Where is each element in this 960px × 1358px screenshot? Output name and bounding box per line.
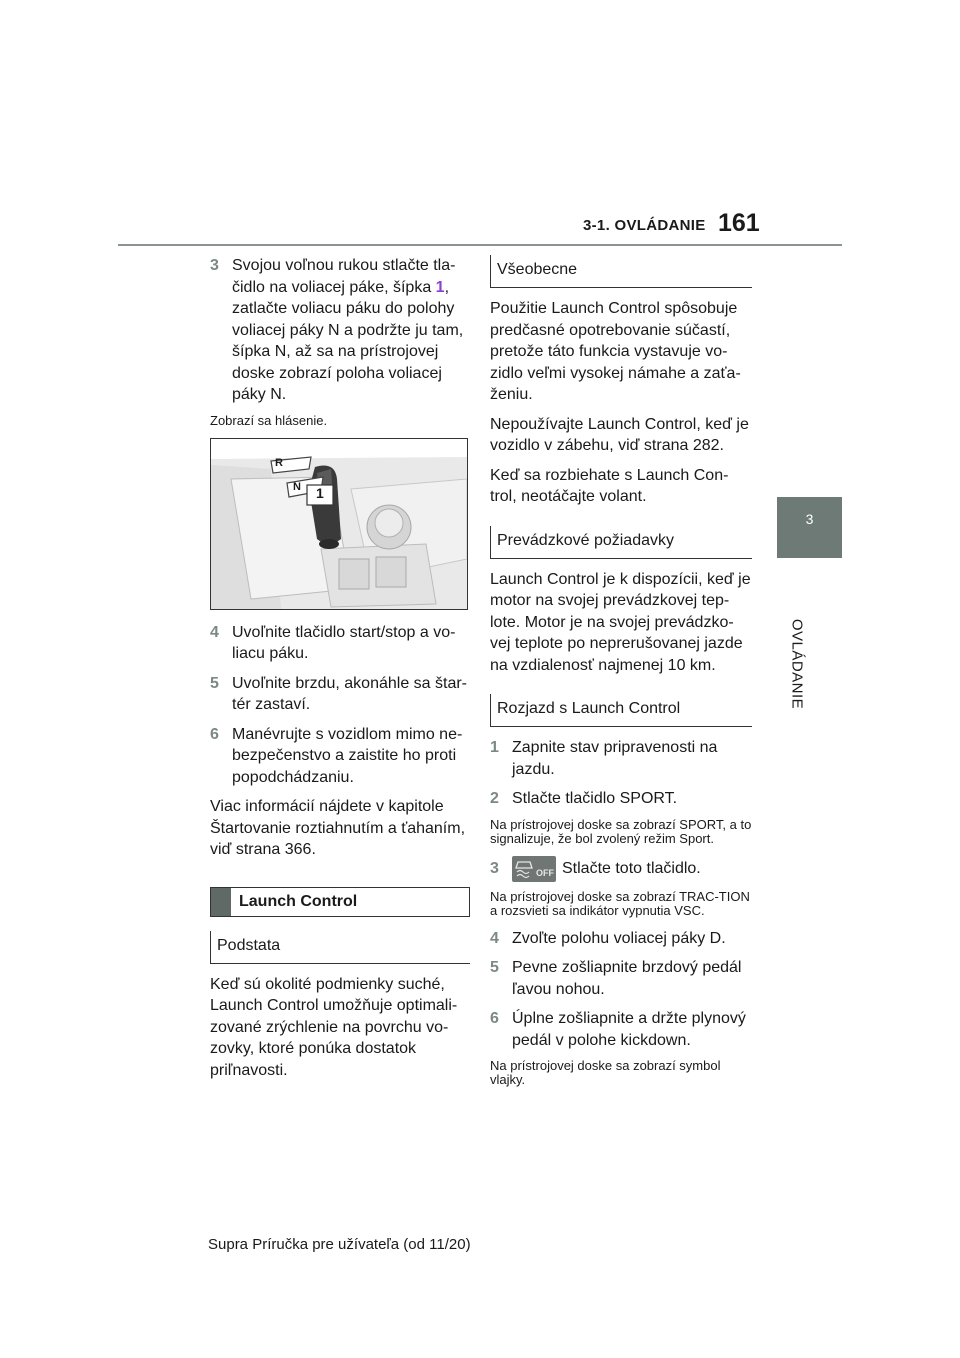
section-title: 3-1. OVLÁDANIE — [583, 217, 706, 234]
launch-step-6 — [490, 1008, 752, 1051]
step-text-b: , zatlačte voliacu páku do polohy voliacej páky N a podržte ju tam, šípka N, až sa na prístrojovej doske zobrazí poloha voliacej páky N. — [232, 278, 464, 403]
step-number: 2 — [490, 790, 499, 807]
page-number: 161 — [718, 209, 760, 237]
step-number: 3 — [490, 859, 499, 877]
step-number: 3 — [210, 257, 219, 274]
launch-step-2 — [490, 788, 752, 810]
launch-step-5 — [490, 957, 752, 1000]
step-number: 6 — [490, 1010, 499, 1027]
heading-bar — [211, 888, 231, 916]
header-rule — [118, 244, 842, 246]
step-number: 1 — [490, 739, 499, 756]
step-text: Uvoľnite brzdu, akonáhle sa štar-tér zastaví. — [232, 674, 468, 713]
step-text: Stlačte toto tlačidlo. — [562, 859, 701, 877]
step-text: Zvoľte polohu voliacej páky D. — [512, 929, 726, 947]
step-3 — [210, 255, 470, 406]
arrow-reference: 1 — [435, 278, 445, 296]
label-r: R — [275, 456, 283, 469]
paragraph-4: Launch Control je k dispozícii, keď je motor na svojej prevádzkovej tep-lote. Motor je na svojej prevádzko-vej teplote po neprerušovanej jazde na vzdialenosť najmenej 10 km. — [490, 570, 751, 674]
column-right — [490, 255, 752, 1097]
chapter-tab: 3 — [777, 497, 842, 558]
launch-control-heading — [210, 887, 470, 917]
paragraph-3: Keď sa rozbiehate s Launch Con-trol, neotáčajte volant. — [490, 466, 729, 505]
step-number: 4 — [490, 929, 499, 947]
heading-label: Launch Control — [239, 892, 358, 910]
step-text: Stlačte tlačidlo SPORT. — [512, 790, 678, 807]
paragraph-2: Nepoužívajte Launch Control, keď je vozidlo v zábehu, viď strana 282. — [490, 415, 749, 454]
subhead-podstata: Podstata — [210, 931, 470, 964]
traction-off-button-icon — [512, 856, 556, 882]
podstata-paragraph: Keď sú okolité podmienky suché, Launch Control umožňuje optimali-zované zrýchlenie na povrchu vo-zovky, ktoré ponúka dostatok priľnavosti. — [210, 975, 458, 1079]
step-number: 5 — [210, 674, 219, 692]
launch-step-4 — [490, 928, 752, 950]
gear-selector-figure — [210, 438, 468, 610]
note-step-2: Na prístrojovej doske sa zobrazí SPORT, a to signalizuje, že bol zvolený režim Sport. — [490, 816, 752, 846]
step-4 — [210, 622, 470, 665]
step-6 — [210, 724, 470, 789]
subhead-vseobecne: Všeobecne — [490, 255, 752, 288]
chapter-side-text: OVLÁDANIE — [788, 618, 806, 710]
step-number: 6 — [210, 725, 219, 743]
label-n: N — [293, 480, 301, 493]
launch-step-3 — [490, 856, 752, 882]
step-text: Manévrujte s vozidlom mimo ne-bezpečenstvo a zaistite ho proti popodchádzaniu. — [232, 725, 463, 786]
off-label: OFF — [536, 867, 554, 878]
callout-1: 1 — [316, 484, 324, 501]
gear-selector-illustration — [211, 439, 467, 609]
step-5 — [210, 673, 470, 716]
step-number: 5 — [490, 959, 499, 976]
chapter-side-label — [767, 604, 827, 724]
column-left — [210, 255, 470, 1089]
step-text-a: Svojou voľnou rukou stlačte tla-čidlo na voliacej páke, šípka — [232, 257, 456, 296]
step-text: Pevne zošliapnite brzdový pedál ľavou nohou. — [512, 959, 742, 998]
step-text: Uvoľnite tlačidlo start/stop a vo-liacu páku. — [232, 623, 456, 662]
step-text — [232, 255, 470, 406]
note-step-6: Na prístrojovej doske sa zobrazí symbol vlajky. — [490, 1058, 721, 1087]
subhead-poziadavky: Prevádzkové požiadavky — [490, 526, 752, 559]
note-step-3: Na prístrojovej doske sa zobrazí TRAC-TION a rozsvieti sa indikátor vypnutia VSC. — [490, 888, 750, 918]
note: Zobrazí sa hlásenie. — [210, 412, 328, 428]
step-number: 4 — [210, 623, 219, 641]
step-text: Zapnite stav pripravenosti na jazdu. — [512, 739, 718, 778]
paragraph-1: Použitie Launch Control spôsobuje predčasné opotrebovanie súčastí, pretože táto funkcia vystavuje vo-zidlo veľmi vysokej námahe a zaťa-ženiu. — [490, 300, 741, 403]
footer-text: Supra Príručka pre užívateľa (od 11/20) — [208, 1236, 471, 1253]
launch-step-1 — [490, 737, 752, 780]
step-text: Úplne zošliapnite a držte plynový pedál v polohe kickdown. — [512, 1010, 746, 1049]
subhead-rozjazd: Rozjazd s Launch Control — [490, 694, 752, 727]
more-info-paragraph: Viac informácií nájdete v kapitole Štartovanie roztiahnutím a ťahaním, viď strana 366. — [210, 798, 466, 858]
